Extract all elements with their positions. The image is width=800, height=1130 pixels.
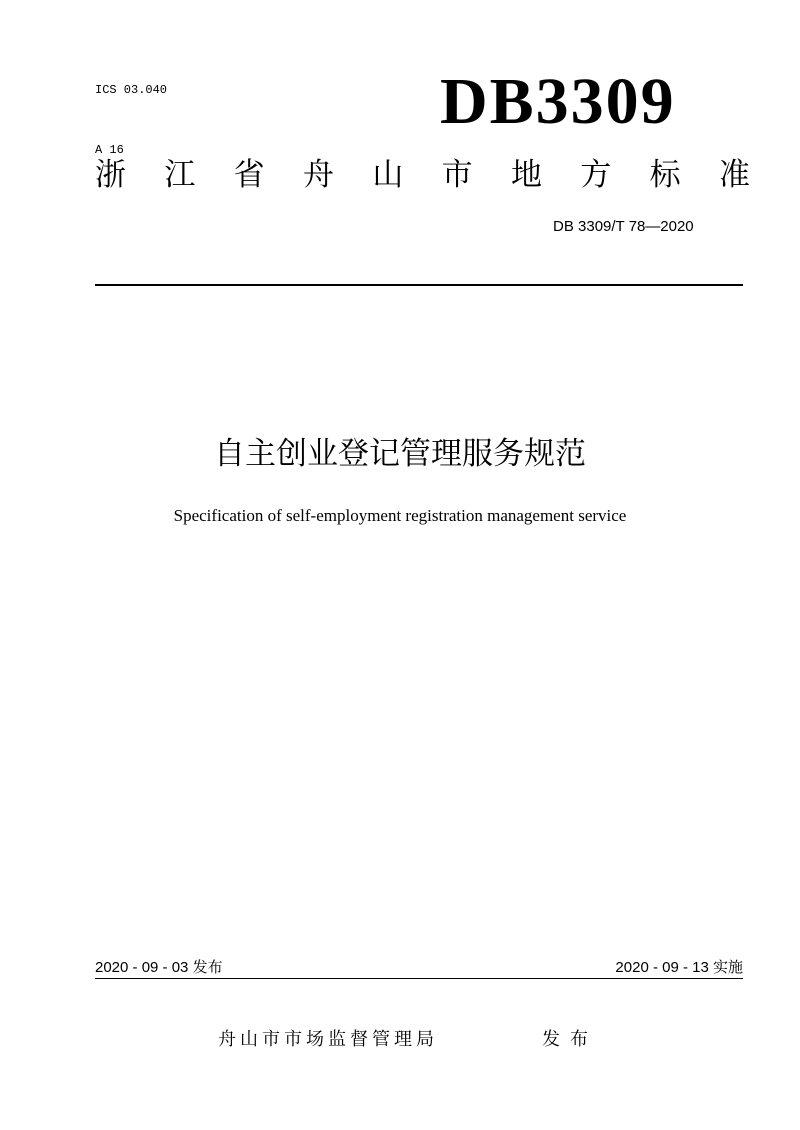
header-divider (95, 284, 743, 286)
standard-type-char: 标 (649, 157, 681, 193)
ics-code: ICS 03.040 (95, 83, 168, 97)
standard-type (95, 152, 750, 198)
standard-type-char: 市 (441, 157, 473, 193)
issue-date: 2020 - 09 - 03 发布 (95, 959, 223, 976)
standard-type-char: 山 (372, 157, 404, 193)
issue-label: 发布 (542, 1029, 598, 1050)
standard-code: DB3309 (440, 65, 676, 138)
standard-type-char: 舟 (302, 157, 334, 193)
standard-number: DB 3309/T 78—2020 (553, 218, 694, 235)
standard-type-char: 准 (718, 157, 750, 193)
document-title-chinese: 自主创业登记管理服务规范 (214, 436, 586, 472)
standard-type-char: 省 (233, 157, 265, 193)
standard-type-char: 地 (510, 157, 542, 193)
standard-type-char: 方 (580, 157, 612, 193)
standard-type-char: 浙 (95, 157, 126, 193)
issuing-authority: 舟山市市场监督管理局 (218, 1029, 438, 1050)
document-title-english: Specification of self-employment registration management service (173, 506, 627, 525)
implementation-date: 2020 - 09 - 13 实施 (615, 959, 743, 976)
ccs-code: A 16 (95, 143, 124, 157)
standard-type-char: 江 (164, 157, 196, 193)
footer-divider (95, 978, 743, 979)
